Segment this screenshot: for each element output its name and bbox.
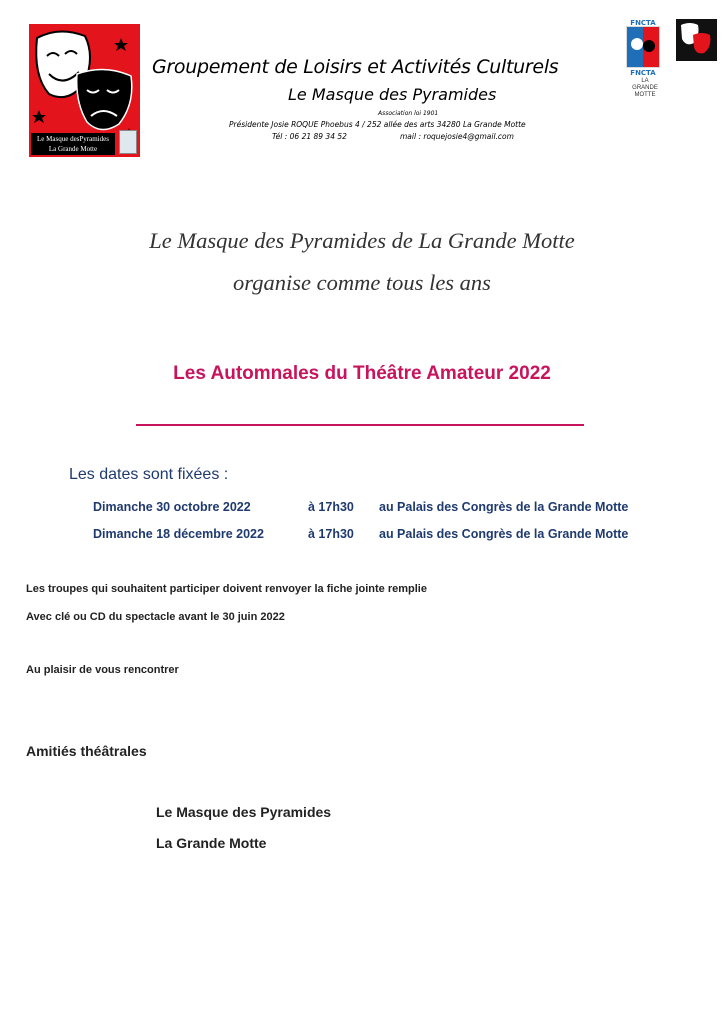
phone-number: Tél : 06 21 89 34 52 [272, 132, 347, 141]
time-value: à 17h30 [308, 500, 354, 514]
logo-caption [31, 133, 115, 155]
logo-caption-line1: Le Masque desPyramides [37, 135, 109, 143]
org-subtitle: Le Masque des Pyramides [288, 85, 497, 104]
signature-line-2: La Grande Motte [156, 835, 267, 851]
place-value: au Palais des Congrès de la Grande Motte [379, 500, 629, 514]
date-value: Dimanche 30 octobre 2022 [93, 500, 251, 514]
association-note: Association loi 1901 [378, 110, 439, 117]
time-value: à 17h30 [308, 527, 354, 541]
email-address: mail : roquejosie4@gmail.com [400, 132, 514, 141]
fncta-logo [617, 18, 669, 76]
logo-caption-line2: La Grande Motte [48, 145, 98, 153]
mini-logo-icon [119, 130, 137, 154]
body-paragraph-1: Les troupes qui souhaitent participer doivent renvoyer la fiche jointe remplie [26, 583, 427, 595]
closing-greeting: Amitiés théâtrales [26, 743, 147, 759]
intro-line-1: Le Masque des Pyramides de La Grande Motte [149, 228, 575, 253]
body-paragraph-2: Avec clé ou CD du spectacle avant le 30 juin 2022 [26, 611, 285, 623]
body-paragraph-3: Au plaisir de vous rencontrer [26, 664, 179, 676]
fncta-logo-icon [617, 18, 669, 76]
place-value: au Palais des Congrès de la Grande Motte [379, 527, 629, 541]
signature-line-1: Le Masque des Pyramides [156, 804, 332, 820]
fncta-text-bottom: FNCTA [630, 69, 656, 76]
theatre-masks-logo [29, 24, 140, 157]
org-name: Groupement de Loisirs et Activités Culturels [152, 56, 559, 78]
lgm-text-1: LA [641, 78, 649, 84]
date-value: Dimanche 18 décembre 2022 [93, 527, 264, 541]
masks-small-icon [676, 19, 717, 61]
event-title: Les Automnales du Théâtre Amateur 2022 [173, 363, 551, 384]
la-grande-motte-logo [625, 78, 665, 99]
lgm-text-2: GRANDE [632, 85, 658, 91]
masks-small-logo [676, 19, 717, 61]
dates-heading: Les dates sont fixées : [69, 466, 229, 483]
lgm-text-3: MOTTE [634, 92, 656, 98]
fncta-text-top: FNCTA [630, 19, 656, 27]
president-address: Présidente Josie ROQUE Phoebus 4 / 252 allée des arts 34280 La Grande Motte [229, 120, 526, 129]
title-underline [136, 424, 584, 426]
intro-line-2: organise comme tous les ans [233, 270, 491, 295]
